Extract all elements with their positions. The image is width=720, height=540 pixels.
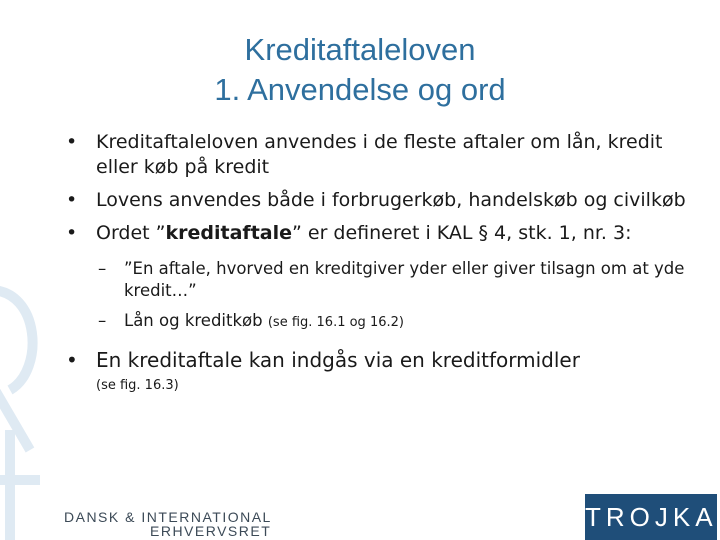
slide-title [0, 30, 720, 110]
sub-bullet-item [62, 258, 702, 302]
trojka-logo: TROJKA [585, 494, 717, 540]
title-line-2: 1. Anvendelse og ord [214, 72, 506, 107]
sub-bullet-text: ”En aftale, hvorved en kreditgiver yder eller giver tilsagn om at yde kredit…” [124, 259, 685, 300]
scales-of-justice-watermark-icon [0, 250, 60, 540]
sub-bullet-item [62, 310, 702, 334]
bullet-marker: • [66, 222, 78, 244]
bullet-marker: • [66, 131, 78, 153]
bullet-item [62, 188, 702, 213]
bullet-marker: • [66, 348, 78, 372]
sub-bullet-marker: – [98, 259, 107, 278]
title-line-1: Kreditaftaleloven [244, 32, 476, 67]
bullet-text-suffix: ” er defineret i KAL § 4, stk. 1, nr. 3: [292, 222, 632, 244]
bullet-item [62, 130, 702, 180]
bullet-text: En kreditaftale kan indgås via en kreditformidler [96, 348, 580, 372]
bullet-text-bold: kreditaftale [165, 222, 292, 244]
bullet-text: Lovens anvendes både i forbrugerkøb, handelskøb og civilkøb [96, 189, 686, 211]
publisher-line-1: DANSK & INTERNATIONAL [64, 509, 272, 525]
slide-body [62, 130, 702, 395]
publisher-logo [64, 510, 272, 538]
figure-reference: (se fig. 16.3) [96, 378, 179, 393]
figure-reference: (se fig. 16.1 og 16.2) [267, 315, 404, 330]
bullet-text: Kreditaftaleloven anvendes i de fleste aftaler om lån, kredit eller køb på kredit [96, 131, 663, 178]
bullet-text-prefix: Ordet ” [96, 222, 166, 244]
publisher-line-2: ERHVERVSRET [150, 523, 272, 539]
bullet-item [62, 221, 702, 246]
bullet-marker: • [66, 189, 78, 211]
sub-bullet-text: Lån og kreditkøb [124, 311, 268, 330]
sub-bullet-marker: – [98, 311, 107, 330]
bullet-item [62, 348, 702, 373]
